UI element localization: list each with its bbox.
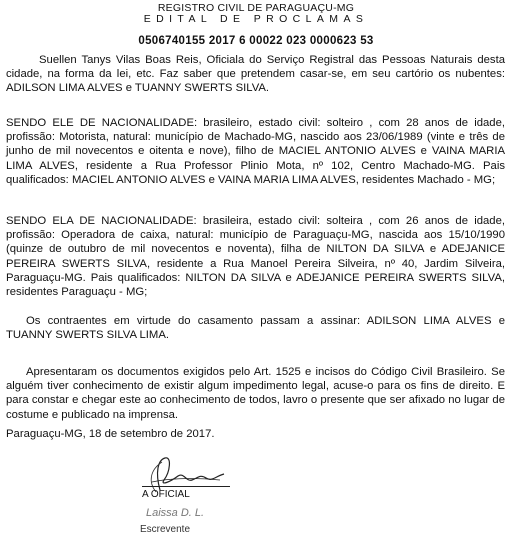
registry-title: REGISTRO CIVIL DE PARAGUAÇU-MG (157, 2, 355, 14)
date-line: Paraguaçu-MG, 18 de setembro de 2017. (6, 428, 215, 440)
signature-block (120, 452, 230, 537)
intro-paragraph: Suellen Tanys Vilas Boas Reis, Oficiala do Serviço Registral das Pessoas Naturais desta cidade, na forma da lei, etc. Faz saber que pretendem casar-se, em seu cartório os nubentes: ADILSON LIMA ALVES e TUANNY SWERTS SILVA. (6, 54, 505, 95)
groom-paragraph: SENDO ELE DE NACIONALIDADE: brasileiro, estado civil: solteiro , com 28 anos de idade, profissão: Motorista, natural: município de Machado-MG, nascido aos 23/06/1989 (vinte e três de junho de mil novecentos e oitenta e nove), filho de MACIEL ANTONIO ALVES e VAINA MARIA LIMA ALVES, residente a Rua Professor Plinio Mota, nº 102, Centro Machado-MG. Pais qualificados: MACIEL ANTONIO ALVES e VAINA MARIA LIMA ALVES, residentes Machado - MG; (6, 117, 505, 186)
new-names-paragraph: Os contraentes em virtude do casamento passam a assinar: ADILSON LIMA ALVES e TUANNY SWERTS SILVA LIMA. (6, 315, 505, 342)
oficial-label: A OFICIAL (142, 489, 190, 500)
stamp-signer-role: Escrevente (140, 524, 191, 535)
signature-line (142, 486, 230, 487)
stamp-signer-name: Laissa D. L. (146, 507, 205, 519)
documents-paragraph: Apresentaram os documentos exigidos pelo Art. 1525 e incisos do Código Civil Brasileiro. Se alguém tiver conhecimento de existir algum impedimento legal, acuse-o para os fins de direito. E para constar e chegar este ao conhecimento de todos, lavro o presente que ser afixado no lugar de costume e publicado na imprensa. (6, 366, 505, 421)
edital-title: EDITAL DE PROCLAMAS (143, 13, 369, 25)
bride-paragraph: SENDO ELA DE NACIONALIDADE: brasileira, estado civil: solteira , com 26 anos de idade, profissão: Operadora de caixa, natural: município de Paraguaçu-MG, nascida aos 15/10/1990 (quinze de outubro de mil novecentos e noventa), filha de NILTON DA SILVA e ADEJANICE PEREIRA SWERTS SILVA, residente a Rua Manoel Pereira Silveira, nº 40, Jardim Silveira, Paraguaçu-MG. Pais qualificados: NILTON DA SILVA e ADEJANICE PEREIRA SWERTS SILVA, residentes Paraguaçu - MG; (6, 215, 505, 299)
registry-code: 0506740155 2017 6 00022 023 0000623 53 (138, 35, 374, 47)
